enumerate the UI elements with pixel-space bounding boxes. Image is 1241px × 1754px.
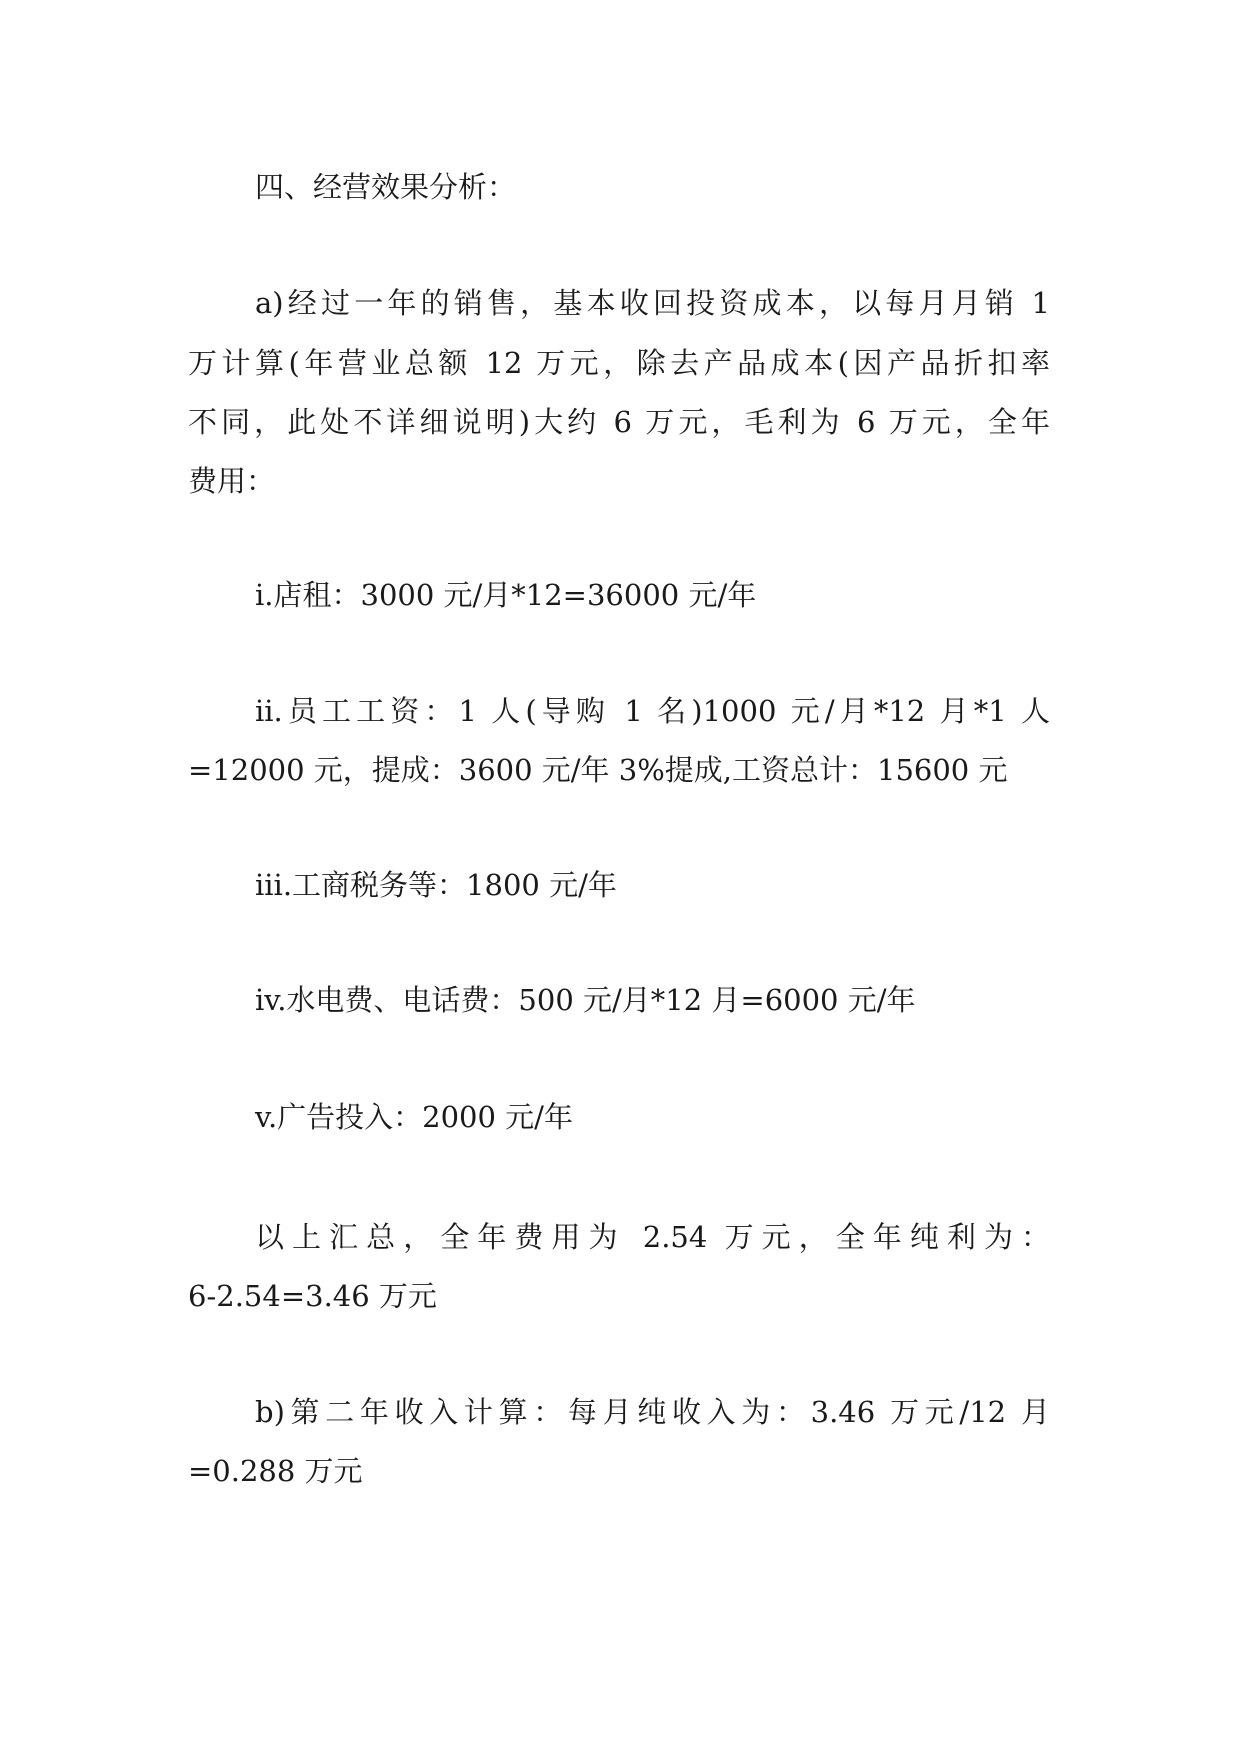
summary-line-2: 6-2.54=3.46 万元 — [188, 1279, 437, 1313]
expense-item-salary-line-1: ii.员工工资：1 人(导购 1 名)1000 元/月*12 月*1 人 — [255, 694, 1050, 728]
expense-item-utilities: iv.水电费、电话费：500 元/月*12 月=6000 元/年 — [255, 983, 916, 1017]
summary-line-1: 以上汇总，全年费用为 2.54 万元，全年纯利为： — [255, 1220, 1050, 1254]
expense-item-tax: iii.工商税务等：1800 元/年 — [255, 868, 617, 902]
paragraph-a-line-4: 费用： — [188, 464, 276, 498]
expense-item-advertising: v.广告投入：2000 元/年 — [255, 1100, 573, 1134]
paragraph-a-line-3: 不同，此处不详细说明)大约 6 万元，毛利为 6 万元，全年 — [188, 405, 1050, 439]
paragraph-b-line-2: =0.288 万元 — [188, 1454, 363, 1488]
paragraph-a-line-1: a)经过一年的销售，基本收回投资成本，以每月月销 1 — [255, 286, 1050, 320]
paragraph-b-line-1: b)第二年收入计算：每月纯收入为：3.46 万元/12 月 — [255, 1395, 1050, 1429]
section-heading: 四、经营效果分析： — [255, 170, 517, 204]
paragraph-a-line-2: 万计算(年营业总额 12 万元，除去产品成本(因产品折扣率 — [188, 346, 1050, 380]
expense-item-salary-line-2: =12000 元，提成：3600 元/年 3%提成,工资总计：15600 元 — [188, 753, 1008, 787]
expense-item-rent: i.店租：3000 元/月*12=36000 元/年 — [255, 578, 757, 612]
